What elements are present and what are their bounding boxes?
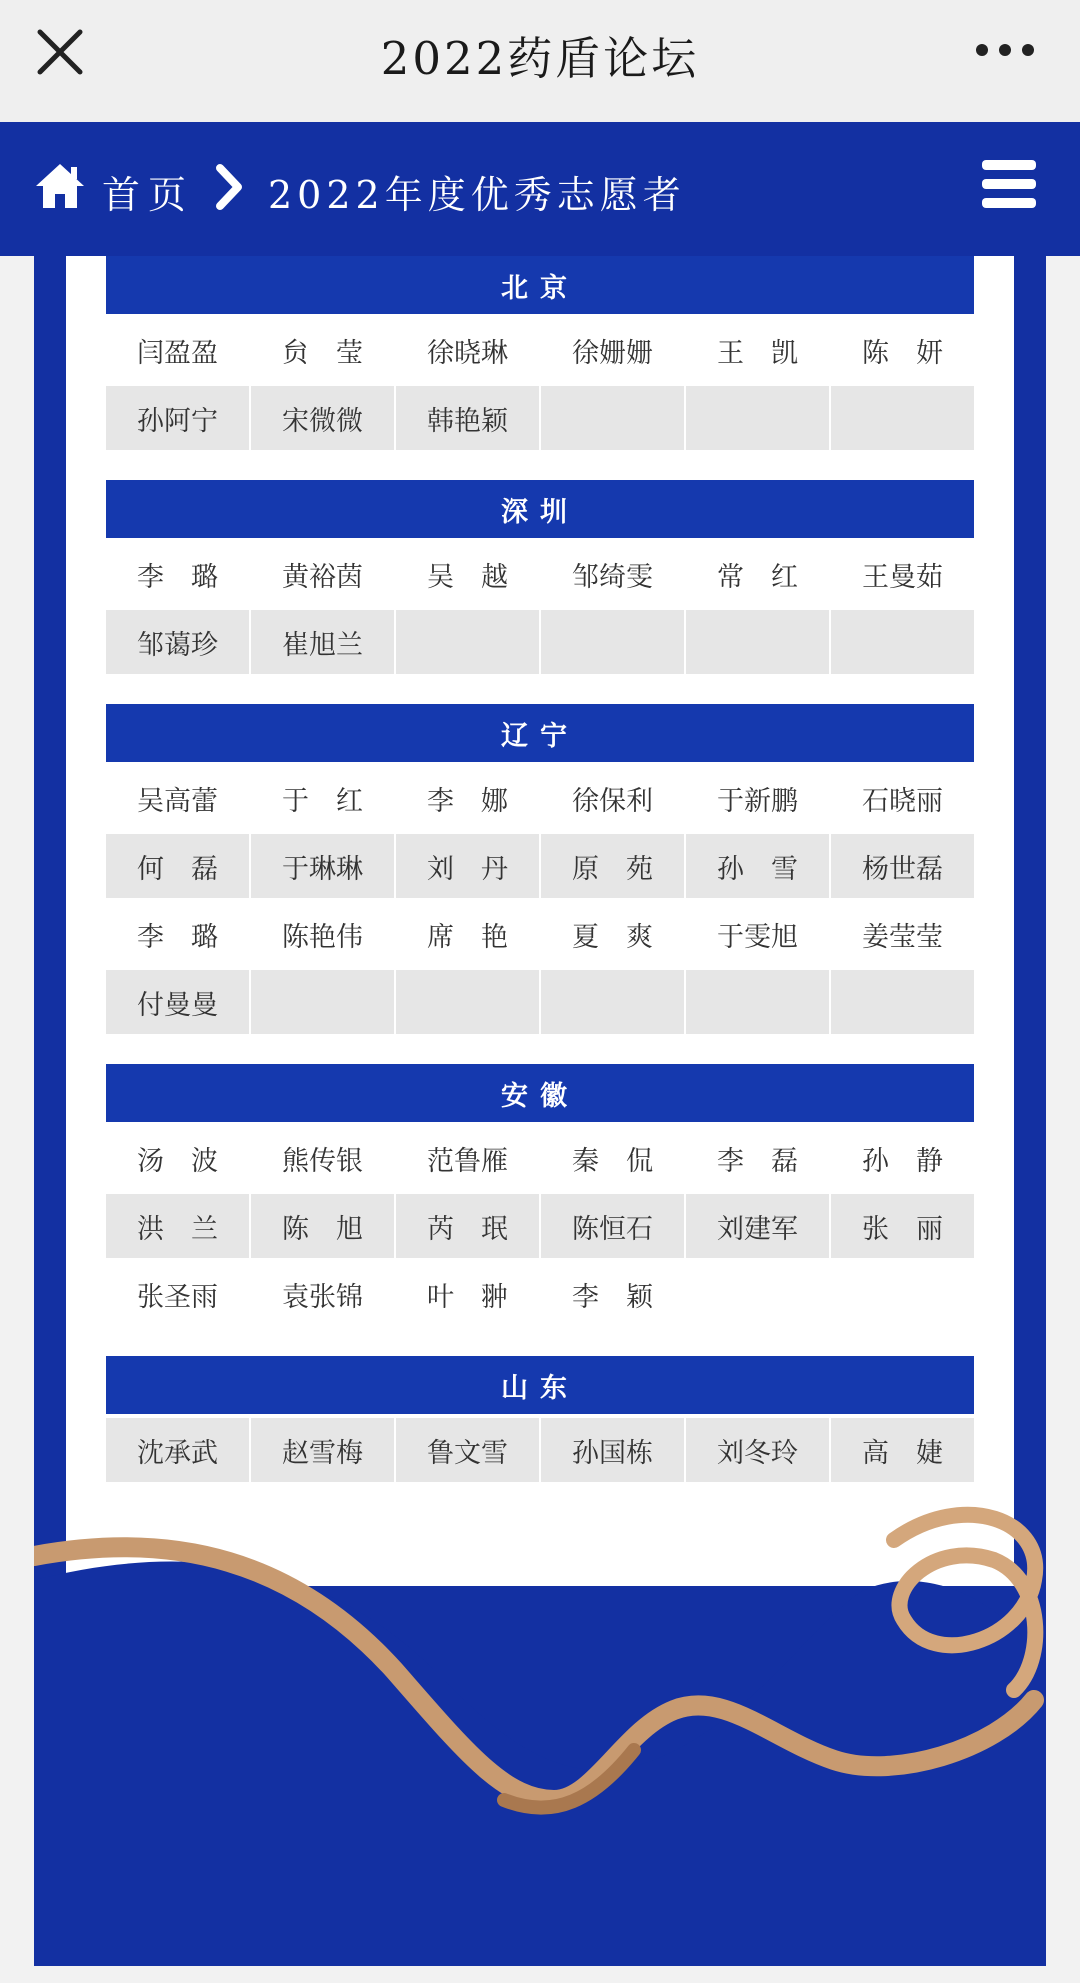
volunteer-name-cell: 王曼茹 [831,542,974,606]
volunteer-name-cell: 于琳琳 [251,834,394,898]
volunteer-name-cell: 洪 兰 [106,1194,249,1258]
volunteer-name-cell: 李 磊 [686,1126,829,1190]
volunteer-name-cell: 陈恒石 [541,1194,684,1258]
volunteer-name-cell: 刘建军 [686,1194,829,1258]
volunteer-name-cell [831,610,974,674]
volunteer-list [106,256,974,1512]
volunteer-name-cell: 崔旭兰 [251,610,394,674]
volunteer-name-cell: 孙 雪 [686,834,829,898]
region-section [106,1356,974,1482]
app-bar [0,0,1080,122]
volunteer-name-cell: 鲁文雪 [396,1418,539,1482]
volunteer-name-cell: 王 凯 [686,318,829,382]
more-dots-icon[interactable] [970,30,1040,70]
region-header: 安徽 [106,1064,974,1122]
volunteer-name-cell: 袁张锦 [251,1262,394,1326]
volunteer-name-cell: 李 璐 [106,542,249,606]
volunteer-name-cell: 邹蔼珍 [106,610,249,674]
volunteer-name-cell: 黄裕茵 [251,542,394,606]
volunteer-name-cell: 于 红 [251,766,394,830]
volunteer-name-cell: 何 磊 [106,834,249,898]
volunteer-name-cell [831,386,974,450]
breadcrumb-home-link[interactable]: 首页 [102,173,195,217]
volunteer-name-cell: 刘冬玲 [686,1418,829,1482]
volunteer-name-cell: 姜莹莹 [831,902,974,966]
volunteer-name-cell [686,610,829,674]
name-grid [106,1414,974,1482]
region-section [106,704,974,1034]
volunteer-name-cell [541,970,684,1034]
volunteer-name-cell: 刘 丹 [396,834,539,898]
volunteer-name-cell: 邹绮雯 [541,542,684,606]
volunteer-name-cell: 李 颖 [541,1262,684,1326]
breadcrumb-current: 2022年度优秀志愿者 [268,173,686,217]
volunteer-name-cell [396,970,539,1034]
volunteer-name-cell: 韩艳颖 [396,386,539,450]
volunteer-name-cell: 常 红 [686,542,829,606]
volunteer-name-cell: 叶 翀 [396,1262,539,1326]
volunteer-name-cell: 赵雪梅 [251,1418,394,1482]
volunteer-name-cell: 李 璐 [106,902,249,966]
volunteer-name-cell [541,610,684,674]
volunteer-name-cell: 付曼曼 [106,970,249,1034]
ribbon-decoration [34,1500,1046,1966]
volunteer-name-cell [686,386,829,450]
name-grid [106,762,974,1034]
volunteer-name-cell: 芮 珉 [396,1194,539,1258]
volunteer-name-cell: 秦 侃 [541,1126,684,1190]
region-section [106,1064,974,1326]
volunteer-name-cell: 陈 妍 [831,318,974,382]
chevron-right-icon [212,162,246,212]
volunteer-name-cell: 张 丽 [831,1194,974,1258]
volunteer-name-cell [541,386,684,450]
volunteer-name-cell: 陈艳伟 [251,902,394,966]
region-section [106,256,974,450]
volunteer-name-cell: 张圣雨 [106,1262,249,1326]
page-title: 2022药盾论坛 [380,32,700,85]
volunteer-name-cell [686,1262,829,1326]
volunteer-name-cell: 徐保利 [541,766,684,830]
volunteer-name-cell [396,610,539,674]
home-icon[interactable] [34,160,86,212]
volunteer-name-cell [831,970,974,1034]
volunteer-name-cell: 贠 莹 [251,318,394,382]
volunteer-name-cell: 沈承武 [106,1418,249,1482]
region-header: 山东 [106,1356,974,1414]
volunteer-name-cell: 于雯旭 [686,902,829,966]
volunteer-name-cell: 汤 波 [106,1126,249,1190]
volunteer-name-cell: 吴高蕾 [106,766,249,830]
volunteer-name-cell: 李 娜 [396,766,539,830]
volunteer-name-cell: 夏 爽 [541,902,684,966]
volunteer-name-cell [686,970,829,1034]
volunteer-name-cell: 席 艳 [396,902,539,966]
name-grid [106,314,974,450]
volunteer-name-cell: 孙国栋 [541,1418,684,1482]
region-header: 深圳 [106,480,974,538]
volunteer-name-cell: 熊传银 [251,1126,394,1190]
name-grid [106,1122,974,1326]
name-grid [106,538,974,674]
volunteer-name-cell: 徐晓琳 [396,318,539,382]
volunteer-name-cell: 孙阿宁 [106,386,249,450]
volunteer-name-cell: 石晓丽 [831,766,974,830]
volunteer-name-cell: 闫盈盈 [106,318,249,382]
volunteer-name-cell: 高 婕 [831,1418,974,1482]
volunteer-name-cell: 徐姗姗 [541,318,684,382]
volunteer-name-cell: 范鲁雁 [396,1126,539,1190]
volunteer-name-cell: 于新鹏 [686,766,829,830]
volunteer-name-cell [251,970,394,1034]
volunteer-name-cell: 宋微微 [251,386,394,450]
region-section [106,480,974,674]
breadcrumb-bar [0,122,1080,256]
volunteer-name-cell: 陈 旭 [251,1194,394,1258]
volunteer-name-cell: 原 苑 [541,834,684,898]
volunteer-name-cell: 孙 静 [831,1126,974,1190]
hamburger-menu-icon[interactable] [982,160,1036,208]
volunteer-name-cell: 吴 越 [396,542,539,606]
region-header: 北京 [106,256,974,314]
volunteer-name-cell [831,1262,974,1326]
volunteer-name-cell: 杨世磊 [831,834,974,898]
region-header: 辽宁 [106,704,974,762]
